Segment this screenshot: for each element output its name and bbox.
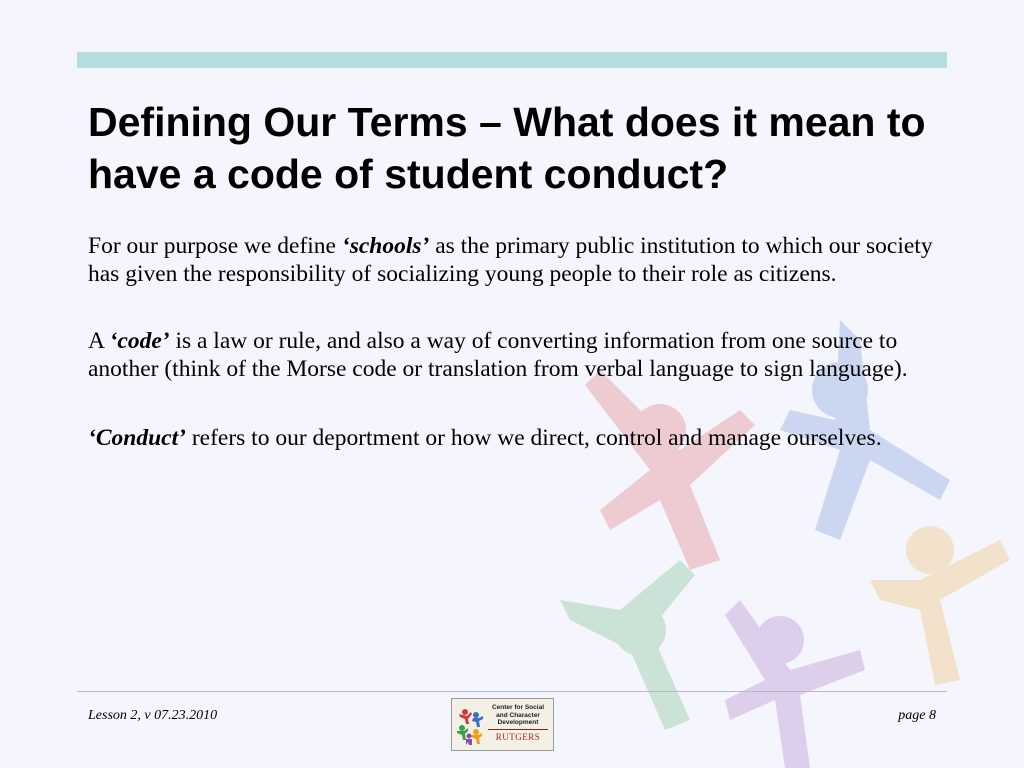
figure-purple [725,600,865,768]
definition-conduct [88,425,938,453]
paragraph-text: A [88,328,110,354]
footer-lesson-version: Lesson 2, v 07.23.2010 [88,708,218,723]
slide-title: Defining Our Terms – What does it mean to have a code of student conduct? [88,99,926,197]
logo-title [485,704,551,727]
definition-schools [88,233,938,288]
slide-body [88,233,938,453]
figure-green [560,560,695,730]
paragraph-text: is a law or rule, and also a way of converting information from one source to another (think of the Morse code or translation from verbal language to sign language). [88,328,908,382]
footer-page-number: page 8 [898,708,936,723]
paragraph-text: For our purpose we define [88,233,342,259]
paragraph-text: refers to our deportment or how we direct, control and manage ourselves. [185,425,882,451]
children-circle-icon [455,704,485,746]
logo-divider [488,729,548,730]
logo-university: RUTGERS [495,732,541,742]
term-schools: ‘schools’ [341,233,430,259]
logo-line: Development [497,719,539,726]
logo-line: Center for Social [491,704,544,711]
logo-line: and Character [496,711,540,719]
term-code: ‘code’ [109,328,170,354]
top-accent-bar [77,52,947,68]
term-conduct: ‘Conduct’ [88,425,186,451]
center-logo [451,698,554,751]
figure-orange [870,526,1010,685]
definition-code [88,328,938,383]
footer-divider [77,691,947,692]
paragraph-text: as the primary public institution to which our society has given the responsibility of socializing young people to their role as citizens. [88,233,933,287]
